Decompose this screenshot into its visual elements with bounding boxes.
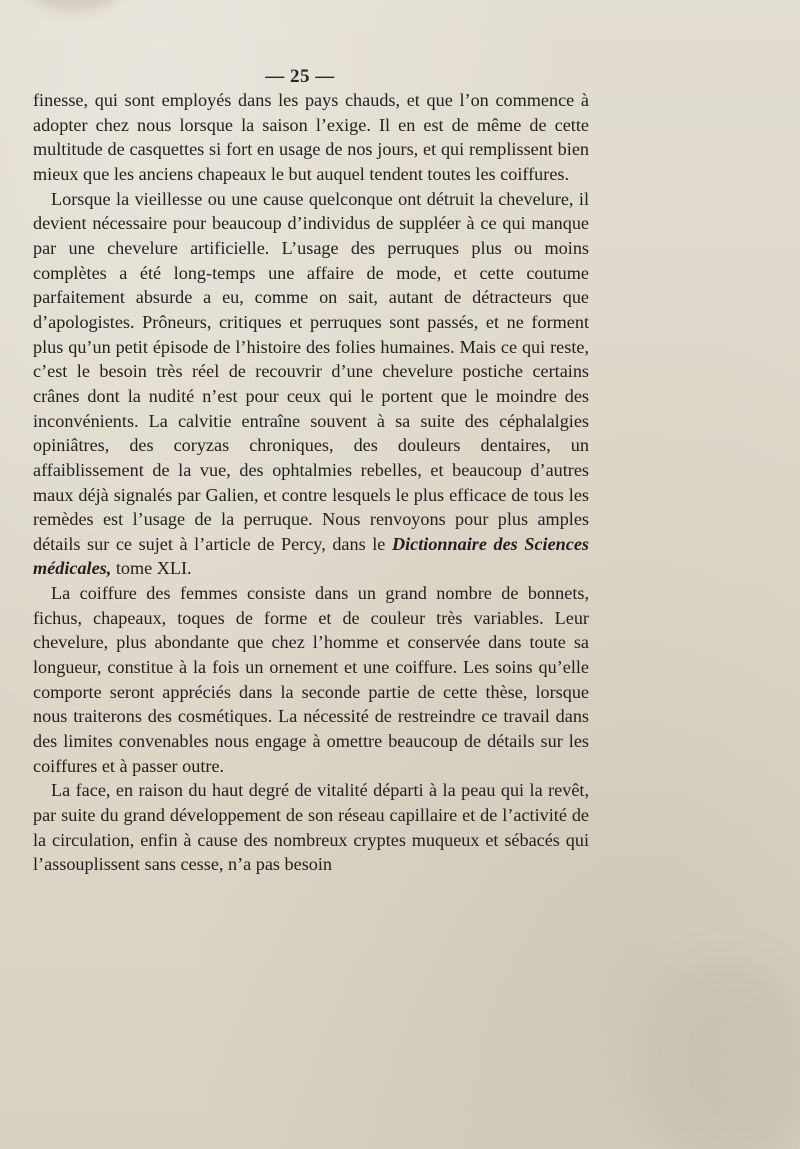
paragraph-2 <box>33 187 589 582</box>
paper-stain <box>650 960 800 1149</box>
paper-stain <box>30 0 120 10</box>
paragraph-text: finesse, qui sont employés dans les pays chauds, et que l’on commence à adopter chez nous lorsque la saison l’exige. Il en est de même de cette multitude de casquettes si fort en usage de nos jours, et qui remplissent bien mieux que les anciens chapeaux le but auquel tendent toutes les coiffures. <box>33 90 589 184</box>
page-number: — 25 — <box>265 66 335 87</box>
body-text <box>33 88 589 877</box>
book-title-italic: Dictionnaire des Sciences médicales, <box>33 533 589 579</box>
paragraph-1 <box>33 88 589 187</box>
paragraph-text: La face, en raison du haut degré de vitalité départi à la peau qui la revêt, par suite du grand développement de son réseau capillaire et de l’activité de la circulation, enfin à cause des nombreux cryptes muqueux et sébacés qui l’assouplissent sans cesse, n’a pas besoin <box>33 780 589 875</box>
paragraph-text: tome XLI. <box>111 558 192 579</box>
paragraph-3 <box>33 581 589 778</box>
paragraph-text: La coiffure des femmes consiste dans un grand nombre de bonnets, fichus, chapeaux, toques de forme et de couleur très variables. Leur chevelure, plus abondante que chez l’homme et conservée dans toute sa longueur, constitue à la fois un ornement et une coiffure. Les soins qu’elle comporte seront appréciés dans la seconde partie de cette thèse, lorsque nous traiterons des cosmétiques. La nécessité de restreindre ce travail dans des limites convenables nous engage à omettre beaucoup de détails sur les coiffures et à passer outre. <box>33 583 589 776</box>
paragraph-text: Lorsque la vieillesse ou une cause quelconque ont détruit la chevelure, il devient nécessaire pour beaucoup d’individus de suppléer à ce qui manque par une chevelure artificielle. L’usage des perruques plus ou moins complètes a été long-temps une affaire de mode, et cette coutume parfaitement absurde a eu, comme on sait, autant de détracteurs que d’apologistes. Prôneurs, critiques et perruques sont passés, et ne forment plus qu’un petit épisode de l’histoire des folies humaines. Mais ce qui reste, c’est le besoin très réel de recouvrir d’une chevelure postiche certains crânes dont la nudité n’est pour ceux qui le portent que le moindre des inconvénients. La calvitie entraîne souvent à sa suite des céphalalgies opiniâtres, des coryzas chroniques, des douleurs dentaires, un affaiblissement de la vue, des ophtalmies rebelles, et beaucoup d’autres maux déjà signalés par Galien, et contre lesquels le plus efficace de tous les remèdes est l’usage de la perruque. Nous renvoyons pour plus amples détails sur ce sujet à l’article de Percy, dans le <box>33 188 589 554</box>
paragraph-4 <box>33 778 589 877</box>
